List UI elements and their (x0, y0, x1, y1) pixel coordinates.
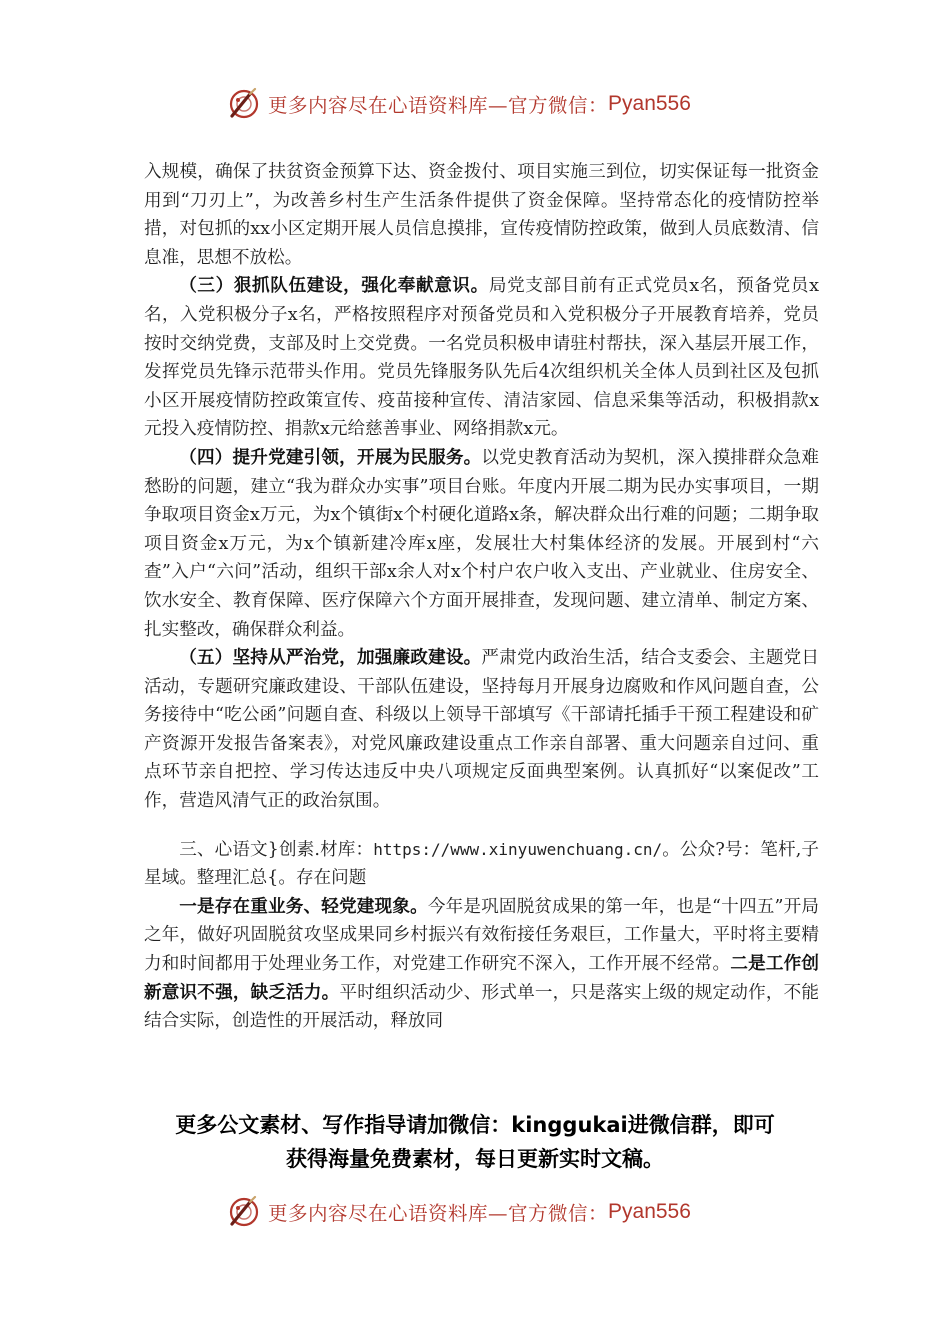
brush-logo-icon (226, 1194, 262, 1230)
paragraph-text: 今年是巩固脱贫成果的第一年，也是“十四五”开局之年，做好巩固脱贫攻坚成果同乡村振兴有效衔接任务艰巨，工作量大，平时将主要精力和时间都用于处理业务工作，对党建工作研究不深入，工作开展不经常。 (144, 896, 819, 975)
paragraph-party-leadership (144, 444, 819, 644)
paragraph-text: 局党支部目前有正式党员x名，预备党员x名，入党积极分子x名，严格按照程序对预备党员和入党积极分子开展教育培养，党员按时交纳党费，支部及时上交党费。一名党员积极申请驻村帮扶，深入基层开展工作，发挥党员先锋示范带头作用。党员先锋服务队先后4次组织机关全体人员到社区及包抓小区开展疫情防控政策宣传、疫苗接种宣传、清洁家园、信息采集等活动，积极捐款x元投入疫情防控、捐款x元给慈善事业、网络捐款x元。 (144, 276, 819, 440)
paragraph-heading: （五）坚持从严治党，加强廉政建设。 (179, 647, 482, 669)
section-suffix: 。公众?号：笔杆,子星域。整理汇总{。存在问题 (144, 839, 819, 889)
footer-brand (226, 1192, 691, 1232)
paragraph-heading: （三）狠抓队伍建设，强化奉献意识。 (179, 275, 489, 297)
promo-banner (100, 1108, 850, 1176)
footer-brand-text: 更多内容尽在心语资料库—官方微信： (268, 1202, 609, 1225)
paragraph-text: 平时组织活动少、形式单一，只是落实上级的规定动作，不能结合实际，创造性的开展活动，释放同 (144, 982, 819, 1032)
promo-line-1: 更多公文素材、写作指导请加微信：kinggukai进微信群，即可 (175, 1113, 775, 1137)
document-body (144, 158, 819, 1036)
paragraph-heading: 一是存在重业务、轻党建现象。 (179, 895, 428, 917)
paragraph-heading: 二是工作创新意识不强，缺乏活力。 (144, 953, 819, 1003)
header-brand (226, 84, 691, 124)
paragraph-strict-governance (144, 644, 819, 816)
paragraph-text: 严肃党内政治生活，结合支委会、主题党日活动，专题研究廉政建设、干部队伍建设，坚持每月开展身边腐败和作风问题自查，公务接待中“吃公函”问题自查、科级以上领导干部填写《干部请托插手干预工程建设和矿产资源开发报告备案表》，对党风廉政建设重点工作亲自部署、重大问题亲自过问、重点环节亲自把控、学习传达违反中央八项规定反面典型案例。认真抓好“以案促改”工作，营造风清气正的政治氛围。 (144, 648, 819, 812)
paragraph-text: 入规模，确保了扶贫资金预算下达、资金拨付、项目实施三到位，切实保证每一批资金用到“刀刃上”，为改善乡村生产生活条件提供了资金保障。坚持常态化的疫情防控举措，对包抓的xx小区定期开展人员信息摸排，宣传疫情防控政策，做到人员底数清、信息准，思想不放松。 (144, 162, 819, 268)
paragraph-team-building (144, 272, 819, 444)
footer-brand-id: Pyan556 (608, 1200, 691, 1223)
paragraph-heading: （四）提升党建引领，开展为民服务。 (179, 446, 482, 468)
paragraph-problems (144, 893, 819, 1036)
section-prefix: 三、心语文}创素.材库： (179, 839, 374, 860)
brush-logo-icon (226, 86, 262, 122)
promo-line-2: 获得海量免费素材，每日更新实时文稿。 (286, 1147, 664, 1171)
paragraph-gap (144, 816, 819, 836)
header-brand-id: Pyan556 (608, 92, 691, 115)
section-url: https://www.xinyuwenchuang.cn/ (373, 839, 663, 859)
paragraph-continuation (144, 158, 819, 272)
header-brand-text: 更多内容尽在心语资料库—官方微信： (268, 94, 609, 117)
section-heading-problems (144, 836, 819, 893)
paragraph-text: 以党史教育活动为契机，深入摸排群众急难愁盼的问题，建立“我为群众办实事”项目台账。年度内开展二期为民办实事项目，一期争取项目资金x万元，为x个镇街x个村硬化道路x条，解决群众出行难的问题；二期争取项目资金x万元，为x个镇新建冷库x座，发展壮大村集体经济的发展。开展到村“六查”入户“六问”活动，组织干部x余人对x个村户农户收入支出、产业就业、住房安全、饮水安全、教育保障、医疗保障六个方面开展排查，发现问题、建立清单、制定方案、扎实整改，确保群众利益。 (144, 447, 819, 640)
